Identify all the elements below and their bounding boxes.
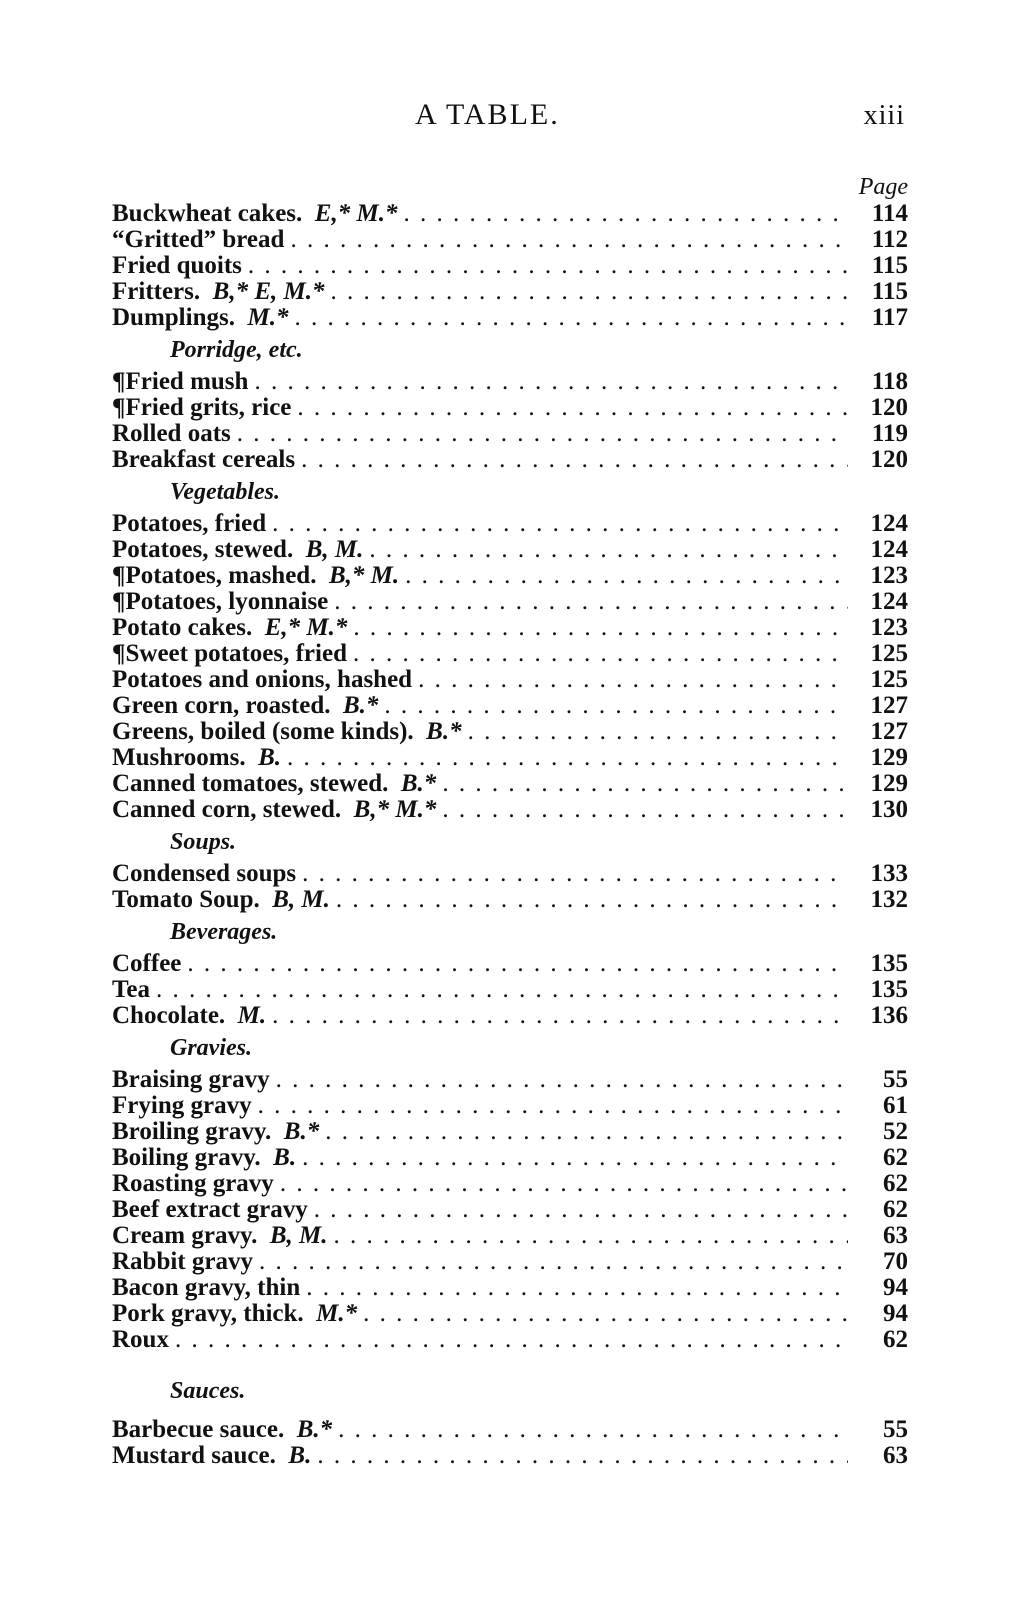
entry-page-number: 70 [883, 1248, 908, 1275]
entry-page-number: 125 [870, 640, 908, 667]
toc-entry [112, 771, 908, 797]
toc-entry [112, 1301, 908, 1327]
entry-title: Potatoes, fried [112, 510, 267, 537]
entry-method-abbrev: B, M. [272, 886, 330, 913]
dot-leader [338, 1417, 848, 1443]
entry-label [112, 227, 284, 253]
toc-entry [112, 1249, 908, 1275]
entry-method-abbrev: M.* [316, 1300, 358, 1327]
entry-page-number: 133 [870, 860, 908, 887]
entry-label [112, 719, 462, 745]
entry-label [112, 1443, 311, 1469]
dot-leader [280, 1171, 848, 1197]
entry-label [112, 951, 181, 977]
entry-label [112, 589, 328, 615]
entry-method-abbrev: B. [273, 1144, 297, 1171]
entry-page-number: 115 [871, 252, 908, 279]
entry-label [112, 253, 242, 279]
dot-leader [301, 447, 848, 473]
entry-label [112, 641, 347, 667]
section-heading: Gravies. [170, 1035, 252, 1061]
entry-title: Braising gravy [112, 1066, 270, 1093]
dot-leader [334, 589, 848, 615]
entry-page-number: 63 [883, 1442, 908, 1469]
entry-page-number: 123 [870, 614, 908, 641]
entry-page-number: 120 [870, 394, 908, 421]
toc-entry [112, 253, 908, 279]
dot-leader [290, 227, 848, 253]
entry-title: Green corn, roasted. [112, 692, 331, 719]
entry-page-number: 124 [870, 588, 908, 615]
entry-label [112, 797, 436, 823]
toc-entry [112, 1275, 908, 1301]
toc-entry [112, 951, 908, 977]
dot-leader [302, 1145, 848, 1171]
entry-page-number: 135 [870, 976, 908, 1003]
dot-leader [254, 369, 848, 395]
entry-label [112, 861, 296, 887]
dot-leader [248, 253, 848, 279]
entry-method-abbrev: B.* [426, 718, 462, 745]
entry-page-number: 115 [871, 278, 908, 305]
toc-entry [112, 641, 908, 667]
toc-entry [112, 1119, 908, 1145]
dot-leader [418, 667, 848, 693]
toc-entry [112, 719, 908, 745]
dot-leader [272, 1003, 848, 1029]
entry-title: Pork gravy, thick. [112, 1300, 304, 1327]
entry-label [112, 615, 347, 641]
entry-method-abbrev: B, M. [305, 536, 364, 563]
entry-page-number: 62 [883, 1326, 908, 1353]
entry-method-abbrev: B.* [400, 770, 437, 797]
entry-label [112, 305, 288, 331]
toc-entry [112, 1003, 908, 1029]
entry-method-abbrev: B.* [283, 1118, 320, 1145]
entry-label [112, 201, 397, 227]
entry-page-number: 129 [870, 770, 908, 797]
dot-leader [442, 771, 848, 797]
dot-leader [294, 305, 848, 331]
entry-title: Barbecue sauce. [112, 1416, 285, 1443]
section-heading: Beverages. [170, 919, 278, 945]
entry-label [112, 977, 150, 1003]
entry-page-number: 52 [883, 1118, 908, 1145]
toc-entry [112, 369, 908, 395]
entry-page-number: 130 [870, 796, 908, 823]
entry-label [112, 1301, 357, 1327]
entry-page-number: 63 [883, 1222, 908, 1249]
entry-label [112, 1417, 332, 1443]
entry-label [112, 667, 412, 693]
entry-title: Condensed soups [112, 860, 297, 887]
dot-leader [272, 511, 848, 537]
toc-entry [112, 693, 908, 719]
entry-title: Cream gravy. [112, 1222, 258, 1249]
entry-title: Tomato Soup. [112, 886, 260, 913]
entry-label [112, 511, 266, 537]
entry-label [112, 1003, 266, 1029]
entry-page-number: 117 [871, 304, 908, 331]
toc-entry [112, 563, 908, 589]
entry-label [112, 421, 231, 447]
dot-leader [325, 1119, 848, 1145]
entry-label [112, 279, 324, 305]
dot-leader [384, 693, 848, 719]
dot-leader [405, 563, 848, 589]
dot-leader [353, 641, 848, 667]
table-of-contents [112, 201, 908, 1469]
entry-title: Beef extract gravy [112, 1196, 308, 1223]
toc-entry [112, 1145, 908, 1171]
entry-page-number: 55 [883, 1066, 908, 1093]
toc-entry [112, 305, 908, 331]
entry-page-number: 124 [870, 510, 908, 537]
dot-leader [353, 615, 848, 641]
entry-title: Potatoes, stewed. [112, 536, 294, 563]
entry-label [112, 447, 295, 473]
entry-title: Fritters. [112, 278, 201, 305]
toc-entry [112, 395, 908, 421]
entry-label [112, 771, 436, 797]
entry-label [112, 369, 248, 395]
entry-page-number: 124 [870, 536, 908, 563]
entry-page-number: 112 [871, 226, 908, 253]
toc-entry [112, 1197, 908, 1223]
toc-entry [112, 1417, 908, 1443]
entry-title: “Gritted” bread [112, 226, 285, 253]
dot-leader [369, 537, 848, 563]
entry-label [112, 1197, 308, 1223]
entry-title: Roasting gravy [112, 1170, 274, 1197]
entry-page-number: 61 [883, 1092, 908, 1119]
toc-entry [112, 1093, 908, 1119]
entry-label [112, 395, 291, 421]
entry-method-abbrev: B. [258, 744, 282, 771]
entry-label [112, 1171, 274, 1197]
dot-leader [330, 279, 848, 305]
section-heading: Sauces. [170, 1378, 246, 1404]
entry-title: Frying gravy [112, 1092, 252, 1119]
entry-method-abbrev: B.* [296, 1416, 333, 1443]
section-heading: Vegetables. [170, 479, 280, 505]
entry-label [112, 1223, 328, 1249]
toc-entry [112, 1443, 908, 1469]
toc-entry [112, 1327, 908, 1353]
dot-leader [297, 395, 848, 421]
toc-entry [112, 447, 908, 473]
entry-method-abbrev: E,* M.* [314, 200, 398, 227]
entry-page-number: 136 [870, 1002, 908, 1029]
dot-leader [306, 1275, 848, 1301]
entry-title: Coffee [112, 950, 182, 977]
entry-title: Buckwheat cakes. [112, 200, 303, 227]
entry-label [112, 1093, 252, 1119]
entry-title: Canned corn, stewed. [112, 796, 342, 823]
entry-method-abbrev: M. [237, 1002, 267, 1029]
entry-label [112, 693, 378, 719]
entry-title: Roux [112, 1326, 169, 1353]
dot-leader [317, 1443, 848, 1469]
entry-title: Breakfast cereals [112, 446, 296, 473]
entry-title: Chocolate. [112, 1002, 226, 1029]
entry-label [112, 1067, 270, 1093]
entry-page-number: 114 [871, 200, 908, 227]
toc-entry [112, 1171, 908, 1197]
toc-entry [112, 589, 908, 615]
entry-label [112, 1145, 296, 1171]
entry-title: Greens, boiled (some kinds). [112, 718, 414, 745]
toc-entry [112, 279, 908, 305]
entry-label [112, 887, 330, 913]
toc-entry [112, 977, 908, 1003]
dot-leader [187, 951, 848, 977]
entry-page-number: 118 [871, 368, 908, 395]
toc-entry [112, 1067, 908, 1093]
running-title: A TABLE. [415, 98, 560, 131]
dot-leader [336, 887, 848, 913]
toc-entry [112, 421, 908, 447]
entry-label [112, 537, 363, 563]
entry-title: Tea [112, 976, 150, 1003]
toc-entry [112, 201, 908, 227]
page-header [0, 98, 1035, 138]
entry-title: Dumplings. [112, 304, 235, 331]
entry-label [112, 1275, 300, 1301]
entry-title: Mushrooms. [112, 744, 246, 771]
entry-label [112, 1249, 253, 1275]
entry-page-number: 123 [870, 562, 908, 589]
dot-leader [156, 977, 848, 1003]
toc-entry [112, 667, 908, 693]
entry-label [112, 1327, 169, 1353]
entry-method-abbrev: E,* M.* [264, 614, 348, 641]
entry-method-abbrev: B. [288, 1442, 312, 1469]
entry-method-abbrev: B,* E, M.* [212, 278, 325, 305]
entry-label [112, 1119, 319, 1145]
entry-title: Boiling gravy. [112, 1144, 261, 1171]
entry-page-number: 135 [870, 950, 908, 977]
entry-title: ¶Fried grits, rice [112, 394, 292, 421]
dot-leader [258, 1093, 848, 1119]
toc-entry [112, 861, 908, 887]
entry-page-number: 127 [870, 718, 908, 745]
dot-leader [237, 421, 848, 447]
entry-page-number: 119 [871, 420, 908, 447]
dot-leader [259, 1249, 848, 1275]
entry-label [112, 563, 399, 589]
entry-label [112, 745, 281, 771]
dot-leader [302, 861, 848, 887]
entry-page-number: 62 [883, 1170, 908, 1197]
entry-title: ¶Fried mush [112, 368, 249, 395]
entry-page-number: 120 [870, 446, 908, 473]
entry-page-number: 55 [883, 1416, 908, 1443]
toc-entry [112, 537, 908, 563]
toc-entry [112, 887, 908, 913]
entry-title: Canned tomatoes, stewed. [112, 770, 389, 797]
entry-page-number: 125 [870, 666, 908, 693]
dot-leader [276, 1067, 848, 1093]
entry-page-number: 94 [883, 1274, 908, 1301]
entry-title: Broiling gravy. [112, 1118, 272, 1145]
entry-method-abbrev: B,* M.* [353, 796, 437, 823]
page-folio: xiii [863, 100, 905, 131]
entry-page-number: 132 [870, 886, 908, 913]
dot-leader [287, 745, 848, 771]
dot-leader [468, 719, 848, 745]
entry-title: ¶Potatoes, lyonnaise [112, 588, 329, 615]
entry-title: Fried quoits [112, 252, 242, 279]
dot-leader [403, 201, 848, 227]
entry-method-abbrev: B,* M. [328, 562, 400, 589]
entry-title: Rolled oats [112, 420, 231, 447]
entry-title: ¶Potatoes, mashed. [112, 562, 317, 589]
entry-title: Rabbit gravy [112, 1248, 253, 1275]
entry-page-number: 94 [883, 1300, 908, 1327]
entry-method-abbrev: B.* [342, 692, 379, 719]
toc-entry [112, 797, 908, 823]
entry-title: Bacon gravy, thin [112, 1274, 301, 1301]
toc-entry [112, 745, 908, 771]
section-heading: Porridge, etc. [170, 337, 303, 363]
entry-page-number: 129 [870, 744, 908, 771]
entry-page-number: 127 [870, 692, 908, 719]
dot-leader [363, 1301, 848, 1327]
dot-leader [175, 1327, 848, 1353]
toc-entry [112, 227, 908, 253]
entry-method-abbrev: M.* [247, 304, 289, 331]
entry-page-number: 62 [883, 1196, 908, 1223]
dot-leader [334, 1223, 849, 1249]
entry-title: ¶Sweet potatoes, fried [112, 640, 347, 667]
entry-title: Potatoes and onions, hashed [112, 666, 413, 693]
page-column-heading: Page [858, 174, 908, 200]
entry-title: Mustard sauce. [112, 1442, 276, 1469]
dot-leader [442, 797, 848, 823]
toc-entry [112, 615, 908, 641]
entry-page-number: 62 [883, 1144, 908, 1171]
entry-title: Potato cakes. [112, 614, 253, 641]
dot-leader [314, 1197, 848, 1223]
entry-method-abbrev: B, M. [269, 1222, 328, 1249]
section-heading: Soups. [170, 829, 237, 855]
toc-entry [112, 1223, 908, 1249]
toc-entry [112, 511, 908, 537]
